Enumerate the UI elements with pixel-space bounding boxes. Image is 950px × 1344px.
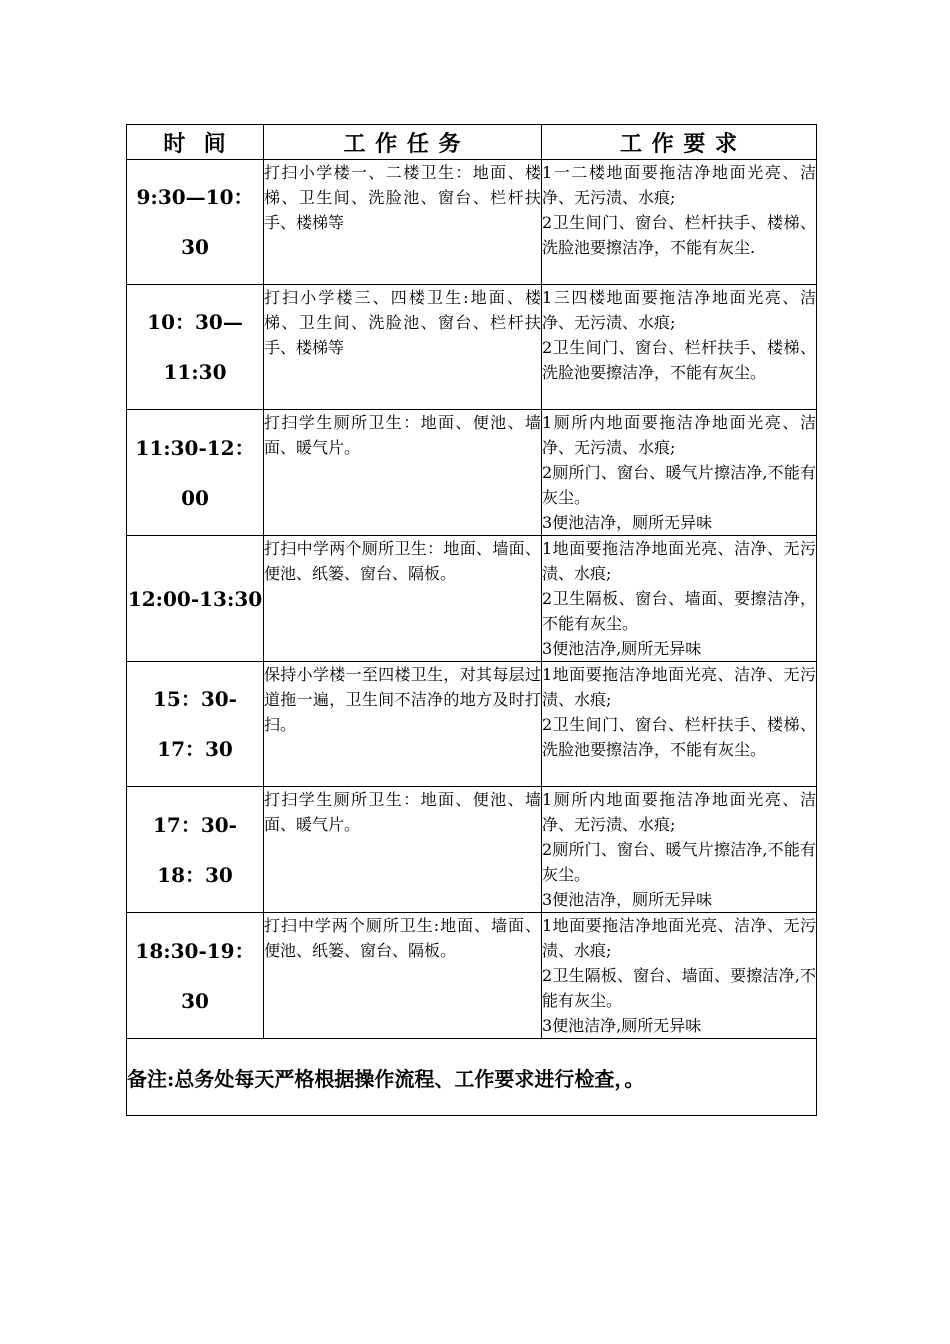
time-line: 30	[181, 235, 209, 259]
task-cell: 打扫学生厕所卫生：地面、便池、墙面、暖气片。	[264, 787, 542, 913]
requirement-item: 1地面要拖洁净地面光亮、洁净、无污渍、水痕;	[542, 916, 816, 960]
requirement-cell	[542, 787, 817, 913]
requirement-item: 1地面要拖洁净地面光亮、洁净、无污渍、水痕;	[542, 539, 816, 583]
header-requirement: 工 作 要 求	[542, 125, 817, 160]
requirement-item: 1三四楼地面要拖洁净地面光亮、洁净、无污渍、水痕;	[542, 288, 816, 332]
header-row	[127, 125, 817, 160]
schedule-rows	[127, 160, 817, 1039]
task-cell: 打扫小学楼三、四楼卫生:地面、楼梯、卫生间、洗脸池、窗台、栏杆扶手、楼梯等	[264, 285, 542, 410]
requirement-item: 2卫生间门、窗台、栏杆扶手、楼梯、洗脸池要擦洁净，不能有灰尘.	[542, 213, 816, 257]
time-cell	[127, 787, 264, 913]
table-row	[127, 285, 817, 410]
requirement-item: 1厕所内地面要拖洁净地面光亮、洁净、无污渍、水痕;	[542, 413, 816, 457]
table-row	[127, 913, 817, 1039]
requirement-item: 3便池洁净,厕所无异味	[542, 1016, 702, 1035]
requirement-item: 2卫生间门、窗台、栏杆扶手、楼梯、洗脸池要擦洁净，不能有灰尘。	[542, 338, 816, 382]
time-cell	[127, 285, 264, 410]
task-cell: 打扫中学两个厕所卫生：地面、墙面、便池、纸篓、窗台、隔板。	[264, 536, 542, 662]
time-line: 00	[181, 485, 209, 510]
table-row	[127, 536, 817, 662]
time-line: 12:00-13:30	[127, 586, 263, 611]
task-cell: 打扫小学楼一、二楼卫生：地面、楼梯、卫生间、洗脸池、窗台、栏杆扶手、楼梯等	[264, 160, 542, 285]
time-line: 9:30—10：	[136, 185, 254, 209]
requirement-item: 2厕所门、窗台、暖气片擦洁净,不能有灰尘。	[542, 840, 816, 884]
requirement-item: 2厕所门、窗台、暖气片擦洁净,不能有灰尘。	[542, 463, 816, 507]
task-cell: 打扫中学两个厕所卫生:地面、墙面、便池、纸篓、窗台、隔板。	[264, 913, 542, 1039]
table-row	[127, 787, 817, 913]
requirement-item: 3便池洁净，厕所无异味	[542, 890, 713, 909]
requirement-cell	[542, 536, 817, 662]
requirement-item: 2卫生隔板、窗台、墙面、要擦洁净，不能有灰尘。	[542, 589, 816, 633]
time-line: 17：30	[157, 737, 233, 761]
time-line: 18:30-19：	[135, 938, 255, 963]
time-cell	[127, 662, 264, 787]
requirement-item: 3便池洁净，厕所无异味	[542, 513, 713, 532]
table-row	[127, 662, 817, 787]
time-line: 11:30	[163, 360, 227, 384]
requirement-item: 1厕所内地面要拖洁净地面光亮、洁净、无污渍、水痕;	[542, 790, 816, 834]
table-row	[127, 410, 817, 536]
time-cell	[127, 913, 264, 1039]
cleaning-schedule-table	[126, 124, 817, 1116]
requirement-item: 3便池洁净,厕所无异味	[542, 639, 702, 658]
requirement-cell	[542, 913, 817, 1039]
table-row	[127, 160, 817, 285]
note-text: 备注:总务处每天严格根据操作流程、工作要求进行检查，。	[127, 1039, 817, 1116]
requirement-item: 1地面要拖洁净地面光亮、洁净、无污渍、水痕;	[542, 665, 816, 709]
requirement-cell	[542, 662, 817, 787]
time-cell	[127, 160, 264, 285]
requirement-item: 2卫生隔板、窗台、墙面、要擦洁净,不能有灰尘。	[542, 966, 816, 1010]
requirement-cell	[542, 285, 817, 410]
task-cell: 保持小学楼一至四楼卫生，对其每层过道拖一遍，卫生间不洁净的地方及时打扫。	[264, 662, 542, 787]
time-line: 18：30	[157, 862, 233, 887]
time-line: 10：30—	[147, 310, 243, 334]
requirement-item: 1一二楼地面要拖洁净地面光亮、洁净、无污渍、水痕;	[542, 163, 816, 207]
task-cell: 打扫学生厕所卫生：地面、便池、墙面、暖气片。	[264, 410, 542, 536]
time-cell	[127, 410, 264, 536]
time-line: 30	[181, 988, 209, 1013]
requirement-cell	[542, 160, 817, 285]
note-row	[127, 1039, 817, 1116]
time-cell	[127, 536, 264, 662]
time-line: 17：30-	[153, 812, 237, 837]
header-time: 时 间	[127, 125, 264, 160]
time-line: 15：30-	[153, 687, 237, 711]
header-task: 工 作 任 务	[264, 125, 542, 160]
time-line: 11:30-12：	[135, 435, 255, 460]
requirement-item: 2卫生间门、窗台、栏杆扶手、楼梯、洗脸池要擦洁净，不能有灰尘。	[542, 715, 816, 759]
requirement-cell	[542, 410, 817, 536]
